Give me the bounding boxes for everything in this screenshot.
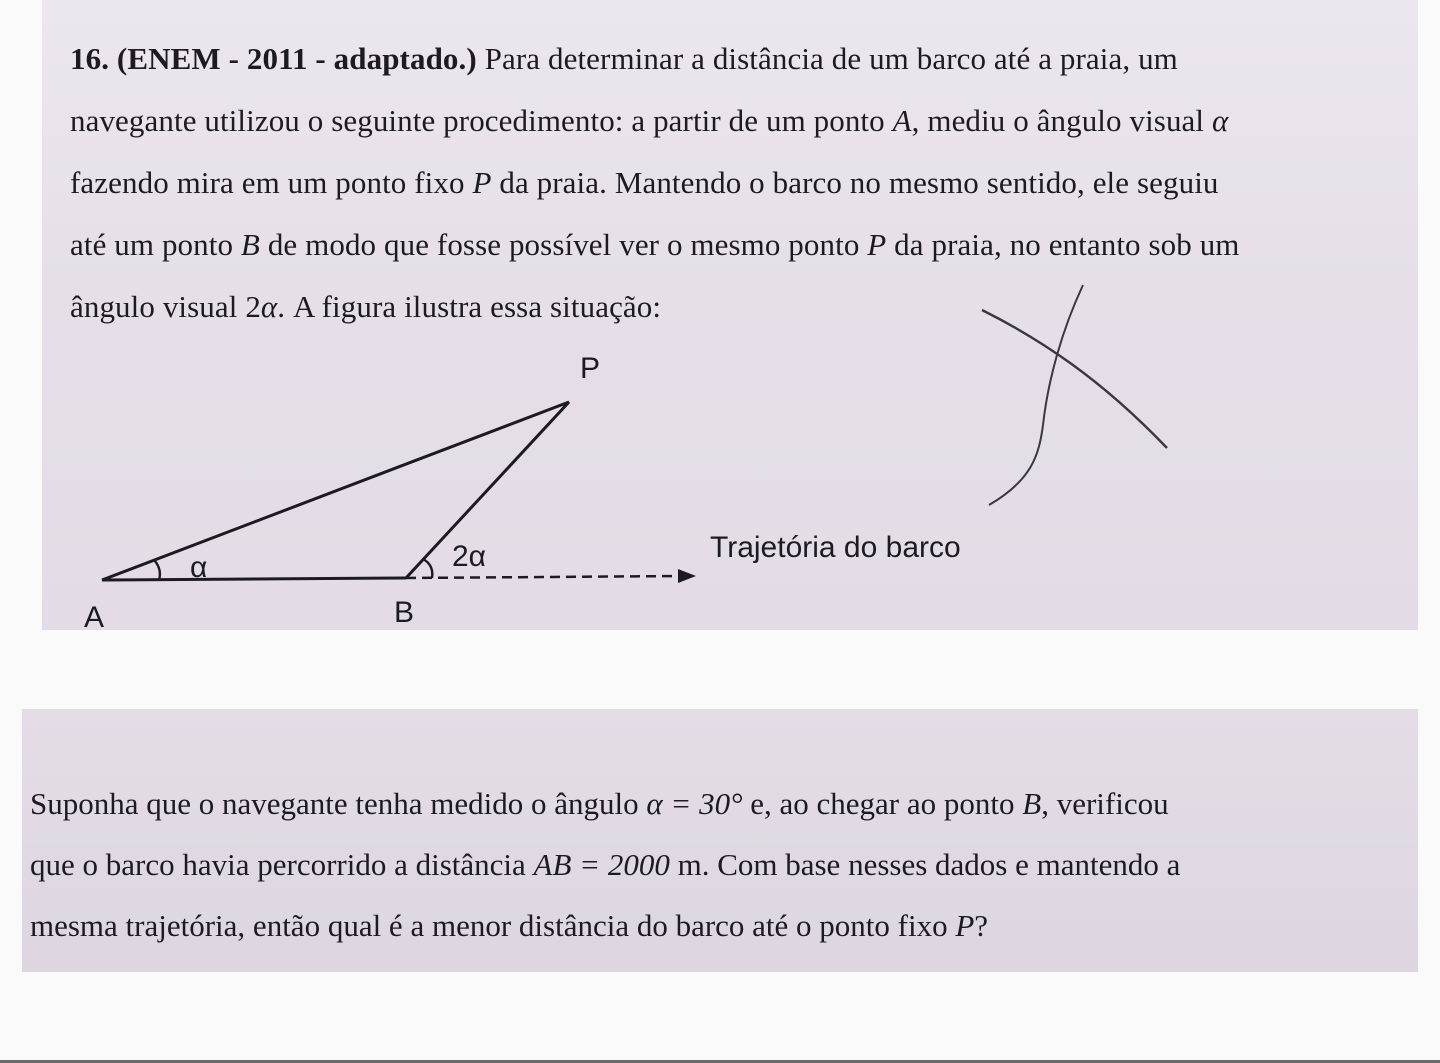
followup-photo [22,709,1418,972]
point-b-variable: B [240,227,260,262]
label-point-p: P [580,352,601,385]
followup-text [30,773,1418,956]
label-angle-alpha: α [190,551,208,584]
followup-line-2 [30,834,1418,895]
alpha-equation: α = 30° [646,786,743,821]
trajectory-dashed-line [406,576,682,578]
pen-scribble-stroke-2 [982,310,1167,448]
question-line-5-text-b: . A figura ilustra essa situação: [277,289,662,324]
label-point-a: A [84,601,105,630]
followup-line-1-text-c: , verificou [1041,786,1169,821]
point-p-variable: P [472,165,492,200]
alpha-symbol: α [1211,103,1229,138]
label-angle-2alpha: 2α [452,540,487,573]
question-line-3-text-b: da praia. Mantendo o barco no mesmo sentido, ele seguiu [491,165,1219,200]
followup-line-2-text-a: que o barco havia percorrido a distância [30,847,534,882]
angle-2alpha-arc [423,559,432,578]
question-line-4-text-b: de modo que fosse possível ver o mesmo ponto [259,227,868,262]
alpha-symbol-2: α [260,289,278,324]
question-line-5-text-a: ângulo visual 2 [70,289,261,324]
question-line-3-text-a: fazendo mira em um ponto fixo [70,165,473,200]
question-line-1-text: Para determinar a distância de um barco até a praia, um [484,41,1178,76]
pen-scribble-stroke-1 [989,285,1083,505]
question-line-4-text-c: da praia, no entanto sob um [886,227,1240,262]
point-p-variable-2: P [867,227,887,262]
followup-point-b-variable: B [1022,786,1042,821]
triangle-figure [42,0,1418,630]
question-line-2-text-a: navegante utilizou o seguinte procedimento: a partir de um ponto [70,103,893,138]
segment-ap [102,402,569,580]
followup-line-1-text-a: Suponha que o navegante tenha medido o ângulo [30,786,647,821]
segment-ab [102,578,406,580]
followup-line-1-text-b: e, ao chegar ao ponto [742,786,1023,821]
point-a-variable: A [892,103,912,138]
ab-distance-equation: AB = 2000 [533,847,670,882]
label-point-b: B [394,596,415,629]
followup-point-p-variable: P [955,908,975,943]
question-source: (ENEM - 2011 - adaptado.) [116,41,477,76]
label-trajectory: Trajetória do barco [710,531,961,564]
followup-line-3-text-b: ? [974,908,989,943]
angle-alpha-arc [155,561,160,580]
question-number: 16. [70,41,110,76]
question-line-2-text-b: , mediu o ângulo visual [911,103,1212,138]
followup-line-2-text-b: m. Com base nesses dados e mantendo a [669,847,1181,882]
problem-statement-photo [42,0,1418,630]
question-line-4-text-a: até um ponto [70,227,241,262]
segment-bp [406,402,569,578]
followup-line-3 [30,895,1418,956]
followup-line-3-text-a: mesma trajetória, então qual é a menor distância do barco até o ponto fixo [30,908,956,943]
followup-line-1 [30,773,1418,834]
trajectory-arrowhead-icon [678,569,696,583]
